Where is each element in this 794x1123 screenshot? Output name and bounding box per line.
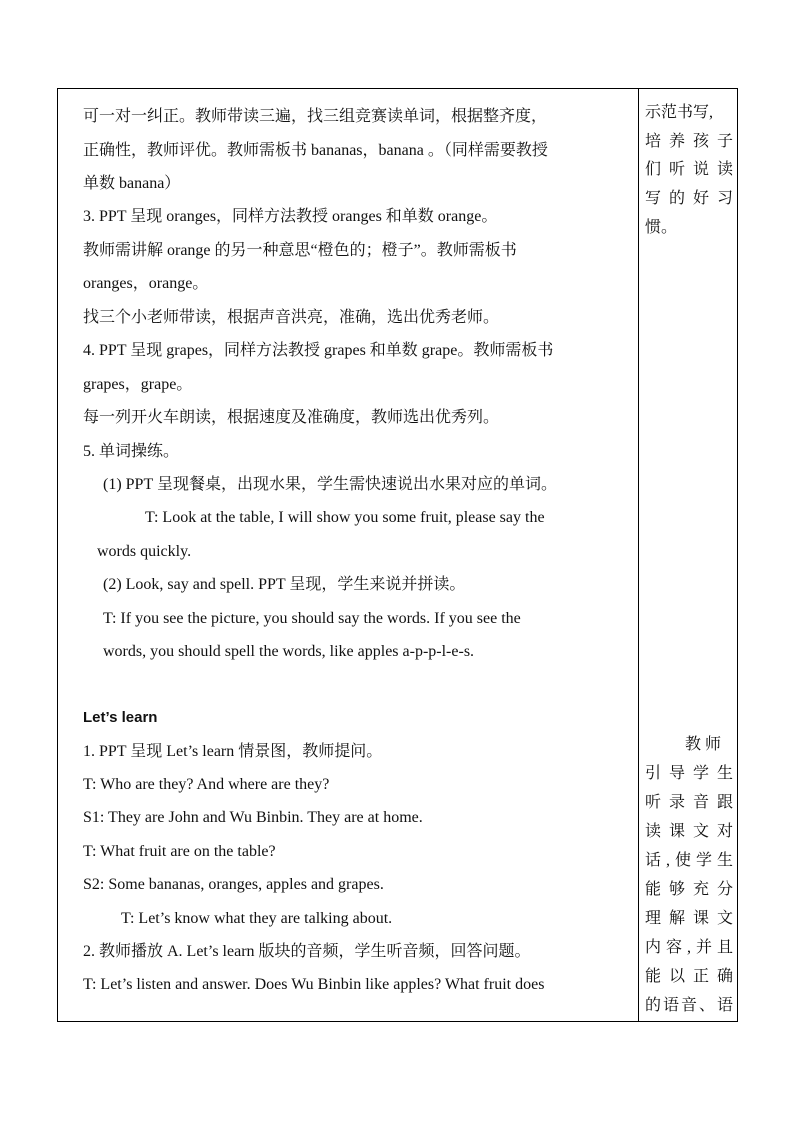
- side-line: 示范书写,: [645, 104, 714, 121]
- text-line: words, you should spell the words, like apples a-p-p-l-e-s.: [103, 643, 475, 660]
- text-line: 每一列开火车朗读，根据速度及准确度，教师选出优秀列。: [83, 409, 500, 426]
- text-line: words quickly.: [97, 543, 192, 560]
- side-line: 话,使学生: [645, 852, 733, 869]
- text-line: grapes，grape。: [83, 376, 193, 393]
- side-line: 教 师: [685, 736, 722, 753]
- text-line: T: Let’s listen and answer. Does Wu Binbin like apples? What fruit does: [83, 976, 545, 993]
- side-line: 听录音跟: [645, 794, 733, 811]
- side-line: 引导学生: [645, 765, 733, 782]
- side-line: 能以正确: [645, 968, 733, 985]
- text-line: 正确性，教师评优。教师需板书 bananas，banana 。（同样需要教授: [83, 142, 548, 159]
- text-line: 找三个小老师带读，根据声音洪亮，准确，选出优秀老师。: [83, 309, 500, 326]
- side-line: 的语音、语: [645, 997, 733, 1014]
- text-line: 5. 单词操练。: [83, 443, 180, 460]
- text-line: 单数 banana）: [83, 175, 181, 192]
- text-line: S2: Some bananas, oranges, apples and grapes.: [83, 876, 384, 893]
- text-line: (1) PPT 呈现餐桌，出现水果，学生需快速说出水果对应的单词。: [103, 476, 557, 493]
- side-line: 理解课文: [645, 910, 733, 927]
- text-line: 3. PPT 呈现 oranges，同样方法教授 oranges 和单数 orange。: [83, 208, 498, 225]
- text-line: 1. PPT 呈现 Let’s learn 情景图，教师提问。: [83, 743, 383, 760]
- column-divider: [638, 89, 639, 1021]
- text-line: T: If you see the picture, you should say the words. If you see the: [103, 610, 521, 627]
- side-line: 内容,并且: [645, 939, 733, 956]
- text-line: T: Look at the table, I will show you some fruit, please say the: [145, 509, 545, 526]
- side-line: 培养孩子: [645, 133, 733, 150]
- text-line: T: Let’s know what they are talking about.: [121, 910, 393, 927]
- side-line: 们听说读: [645, 161, 733, 178]
- side-line: 读课文对: [645, 823, 733, 840]
- side-line: 惯。: [645, 219, 678, 236]
- side-line: 写的好习: [645, 190, 733, 207]
- text-line: S1: They are John and Wu Binbin. They are at home.: [83, 809, 423, 826]
- text-line: 4. PPT 呈现 grapes，同样方法教授 grapes 和单数 grape。教师需板书: [83, 342, 554, 359]
- text-line: oranges，orange。: [83, 275, 209, 292]
- section-heading: Let’s learn: [83, 709, 158, 726]
- text-line: T: Who are they? And where are they?: [83, 776, 330, 793]
- lesson-plan-table: [57, 88, 738, 1022]
- text-line: 教师需讲解 orange 的另一种意思“橙色的；橙子”。教师需板书: [83, 242, 517, 259]
- text-line: T: What fruit are on the table?: [83, 843, 276, 860]
- text-line: 可一对一纠正。教师带读三遍，找三组竞赛读单词，根据整齐度，: [83, 108, 548, 125]
- text-line: 2. 教师播放 A. Let’s learn 版块的音频，学生听音频，回答问题。: [83, 943, 531, 960]
- text-line: (2) Look, say and spell. PPT 呈现，学生来说并拼读。: [103, 576, 466, 593]
- side-line: 能够充分: [645, 881, 733, 898]
